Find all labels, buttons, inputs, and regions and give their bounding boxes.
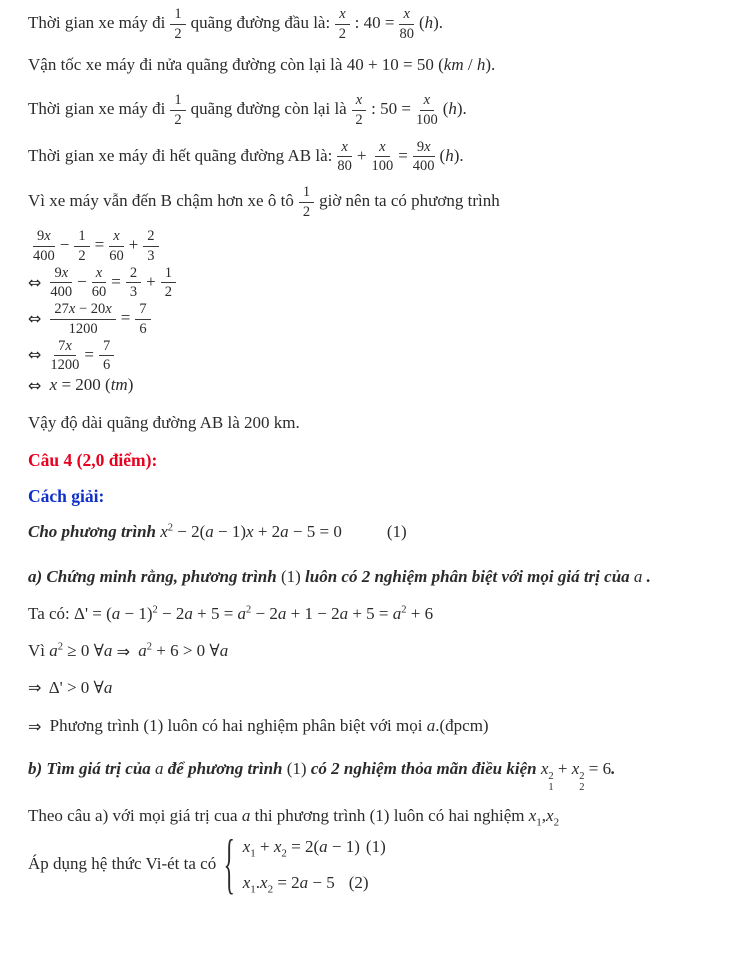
- numerator: x: [92, 265, 106, 284]
- equivalence-arrow: ⇔: [28, 345, 42, 365]
- denominator: 2: [174, 112, 182, 129]
- math-run: =: [120, 308, 131, 328]
- equivalence-arrow: ⇔: [28, 375, 42, 395]
- math-run: (2): [348, 873, 369, 893]
- math-run: (h).: [442, 99, 467, 119]
- numerator: 2: [143, 228, 158, 247]
- fraction: [299, 184, 314, 220]
- denominator: 3: [147, 248, 155, 265]
- text-run: luôn có hai nghiệm: [389, 805, 529, 825]
- sub-sup-variable: x 2 1: [540, 758, 554, 793]
- denominator: 60: [91, 284, 107, 301]
- line-given-equation: [28, 521, 721, 543]
- text-run: Thời gian xe máy đi: [28, 13, 166, 33]
- denominator: 2: [174, 25, 182, 42]
- equation-system: [220, 827, 386, 902]
- equation-step-5: [28, 374, 721, 396]
- line-theo-cau-a: [28, 805, 721, 827]
- text-run: Vì: [28, 641, 50, 661]
- text-run: luôn có hai nghiệm phân biệt với mọi: [163, 716, 427, 736]
- fraction: [335, 6, 349, 42]
- numerator: 1: [170, 92, 185, 111]
- bold-italic-text-run: Cho phương trình: [28, 521, 161, 541]
- math-run: (1): [286, 758, 307, 778]
- sub-sup-stack: 2 1: [548, 770, 554, 793]
- math-run: = 6: [584, 758, 612, 778]
- fraction: [50, 301, 115, 337]
- equivalence-arrow: ⇔: [28, 308, 42, 328]
- math-run: a: [155, 758, 164, 778]
- fraction: [74, 228, 89, 264]
- numerator: x: [337, 139, 351, 158]
- numerator: 7: [99, 338, 114, 357]
- fraction: [170, 6, 185, 42]
- system-rows: [243, 836, 386, 894]
- math-run: (1): [280, 567, 301, 587]
- numerator: x: [352, 92, 366, 111]
- math-run: a: [241, 805, 251, 825]
- math-run: +: [356, 145, 367, 165]
- subscript: 2: [267, 883, 274, 896]
- fraction: [143, 228, 158, 264]
- math-run: (1): [369, 805, 390, 825]
- math-run: a: [49, 641, 58, 661]
- bold-italic-text-run: luôn có 2 nghiệm phân biệt với mọi giá trị của: [300, 567, 634, 587]
- subscripted-variable: $x_1$: [242, 837, 256, 860]
- numerator: x: [375, 139, 389, 158]
- fraction: [99, 338, 114, 374]
- bold-italic-text-run: b) Tìm giá trị của: [28, 758, 156, 778]
- line-conclusion-ab: [28, 412, 721, 434]
- bold-italic-text-run: để phương trình: [163, 758, 287, 778]
- fraction: [352, 92, 366, 128]
- math-run: (1): [365, 837, 386, 857]
- math-run: Δ' > 0 ∀a: [45, 677, 113, 697]
- math-run: =: [84, 344, 94, 364]
- numerator: 1: [299, 184, 314, 203]
- bold-italic-text-run: có 2 nghiệm thỏa mãn điều kiện: [306, 758, 541, 778]
- text-run: Vậy độ dài quãng đường AB là 200 km.: [28, 413, 300, 433]
- denominator: 60: [109, 248, 124, 265]
- fraction: [109, 228, 124, 264]
- numerator: 9x: [50, 265, 72, 284]
- math-run: =: [398, 145, 408, 165]
- math-run: − 2a + 1 − 2a + 5 = a: [251, 604, 402, 624]
- system-row: [243, 836, 386, 858]
- math-run: −: [77, 271, 87, 291]
- subscripted-variable: $x_2$: [260, 873, 274, 896]
- denominator: 2: [164, 284, 172, 301]
- numerator: 9x: [413, 139, 435, 158]
- text-run: quãng đường còn lại là: [190, 99, 347, 119]
- numerator: x: [335, 6, 349, 25]
- math-run: =: [111, 271, 121, 291]
- math-run: ≥ 0 ∀a: [63, 641, 113, 661]
- bold-italic-text-run: a) Chứng minh rằng, phương trình: [28, 567, 281, 587]
- equation-step-3: [28, 301, 721, 337]
- text-run: Vận tốc xe máy đi nửa quãng đường còn lại là: [28, 55, 347, 75]
- line-two-roots-dpcm: [28, 715, 721, 737]
- bold-italic-text-run: .: [642, 567, 651, 587]
- denominator: 6: [103, 357, 111, 374]
- math-run: + 6: [406, 604, 434, 624]
- text-run: giờ nên ta có phương trình: [319, 191, 500, 211]
- math-run: +: [255, 837, 274, 857]
- fraction: [50, 338, 79, 374]
- math-run: (h).: [418, 13, 444, 33]
- math-run: x: [160, 521, 168, 541]
- heading-cau-4: Câu 4 (2,0 điểm):: [28, 450, 158, 471]
- sub-sup-stack: 2 2: [579, 770, 585, 793]
- text-run: Phương trình: [45, 716, 144, 736]
- numerator: 9x: [33, 228, 55, 247]
- math-run: −: [59, 235, 70, 255]
- fraction: [413, 139, 435, 175]
- system-brace: {: [223, 827, 236, 902]
- fraction: [33, 228, 55, 264]
- math-run: (h).: [439, 145, 464, 165]
- line-delta-compute: [28, 603, 721, 625]
- denominator: 400: [412, 158, 435, 175]
- denominator: 2: [78, 248, 86, 265]
- numerator: 1: [170, 6, 185, 25]
- subscript: 2: [281, 847, 287, 860]
- denominator: 80: [337, 158, 352, 175]
- fraction: [337, 139, 352, 175]
- subscript: 1: [536, 816, 542, 829]
- denominator: 3: [129, 284, 138, 301]
- system-row: [243, 872, 386, 894]
- line-a-squared: [28, 640, 721, 662]
- superscript: 2: [401, 604, 407, 616]
- numerator: 7x: [54, 338, 76, 357]
- equation-step-2: [28, 265, 721, 301]
- math-run: =: [94, 235, 105, 255]
- superscript: 2: [246, 604, 252, 616]
- fraction: [416, 92, 438, 128]
- fraction: [126, 265, 141, 301]
- math-run: (1): [386, 521, 407, 541]
- equivalence-arrow: ⇔: [28, 272, 42, 292]
- numerator: 1: [74, 228, 89, 247]
- denominator: 100: [415, 112, 438, 129]
- fraction: [161, 265, 176, 301]
- math-run: + 6 > 0 ∀a: [152, 641, 229, 661]
- math-run: (1): [143, 716, 164, 736]
- subscript: 1: [250, 883, 256, 896]
- denominator: 2: [338, 25, 347, 42]
- text-run: Ta có:: [28, 604, 75, 624]
- math-run: +: [553, 758, 572, 778]
- fraction: [50, 265, 72, 301]
- subscript: 2: [553, 816, 560, 829]
- math-run: .: [255, 873, 261, 893]
- subscripted-variable: $x_2$: [273, 837, 287, 860]
- numerator: 7: [135, 301, 150, 320]
- denominator: 100: [371, 158, 394, 175]
- numerator: 2: [126, 265, 141, 284]
- math-run: +: [128, 235, 139, 255]
- math-run: Δ' = (a − 1): [74, 604, 153, 624]
- superscript: 2: [57, 641, 63, 653]
- implies-arrow: ⇒: [28, 678, 42, 698]
- subscripted-variable: $x_1$: [242, 873, 256, 896]
- math-run: : 40 =: [354, 13, 395, 33]
- line-time-first-half: [28, 6, 721, 42]
- math-run: − 2(a − 1)x + 2a − 5 = 0: [173, 521, 342, 541]
- fraction: [92, 265, 107, 301]
- denominator: 2: [302, 203, 311, 220]
- denominator: 1200: [50, 357, 80, 374]
- fraction: [170, 92, 185, 128]
- equation-step-1: [28, 228, 721, 264]
- fraction: [371, 139, 393, 175]
- line-time-total-ab: [28, 139, 721, 175]
- superscript: 2: [167, 522, 174, 534]
- text-run: quãng đường đầu là:: [190, 13, 331, 33]
- superscript: 2: [152, 604, 158, 616]
- math-run: a: [138, 641, 147, 661]
- numerator: 27x − 20x: [50, 301, 115, 320]
- math-run: ,: [541, 805, 547, 825]
- implies-arrow: ⇒: [28, 716, 42, 736]
- text-run: Thời gian xe máy đi: [28, 99, 166, 119]
- numerator: 1: [161, 265, 176, 284]
- math-run: 40 + 10 = 50 (km / h).: [346, 55, 496, 75]
- math-run: +: [146, 271, 156, 291]
- denominator: 400: [33, 248, 55, 265]
- denominator: 6: [139, 320, 147, 337]
- text-run: Vì xe máy vẫn đến B chậm hơn xe ô tô: [28, 191, 294, 211]
- math-run: : 50 =: [371, 99, 411, 119]
- text-run: Áp dụng hệ thức Vi-ét ta có: [28, 854, 217, 874]
- math-run: x = 200 (tm): [49, 374, 134, 394]
- denominator: 80: [399, 25, 414, 42]
- bold-italic-text-run: .: [611, 758, 616, 778]
- math-run: − 2a + 5 = a: [157, 604, 247, 624]
- implies-arrow: ⇒: [116, 641, 130, 661]
- subscripted-variable: $x_1$: [528, 805, 542, 829]
- math-run: = 2(a − 1): [286, 837, 360, 857]
- subscript: 1: [250, 847, 256, 860]
- denominator: 400: [50, 284, 73, 301]
- text-run: Theo câu a) với mọi giá trị cua: [28, 805, 242, 825]
- numerator: x: [399, 6, 413, 25]
- math-run: = 2a − 5: [273, 873, 335, 893]
- math-run: a.: [426, 716, 440, 736]
- heading-cach-giai: Cách giải:: [28, 486, 105, 507]
- superscript: 2: [146, 641, 152, 653]
- math-run: a: [633, 567, 643, 587]
- text-run: thi phương trình: [250, 805, 370, 825]
- line-delta-positive: [28, 677, 721, 699]
- denominator: 2: [355, 112, 363, 129]
- fraction: [135, 301, 150, 337]
- equation-step-4: [28, 338, 721, 374]
- fraction: [399, 6, 414, 42]
- line-part-a: [28, 566, 721, 588]
- denominator: 1200: [68, 320, 98, 337]
- subscripted-variable: $x_2$: [546, 805, 560, 829]
- line-viet-system: [28, 827, 721, 902]
- sub-sup-variable: x 2 2: [571, 758, 585, 793]
- numerator: x: [420, 92, 434, 111]
- line-part-b: [28, 758, 721, 793]
- numerator: x: [109, 228, 123, 247]
- line-time-second-half: [28, 92, 721, 128]
- text-run: Thời gian xe máy đi hết quãng đường AB là:: [28, 145, 333, 165]
- line-speed-second-half: [28, 54, 721, 76]
- line-condition: [28, 184, 721, 220]
- text-run: (đpcm): [439, 716, 489, 736]
